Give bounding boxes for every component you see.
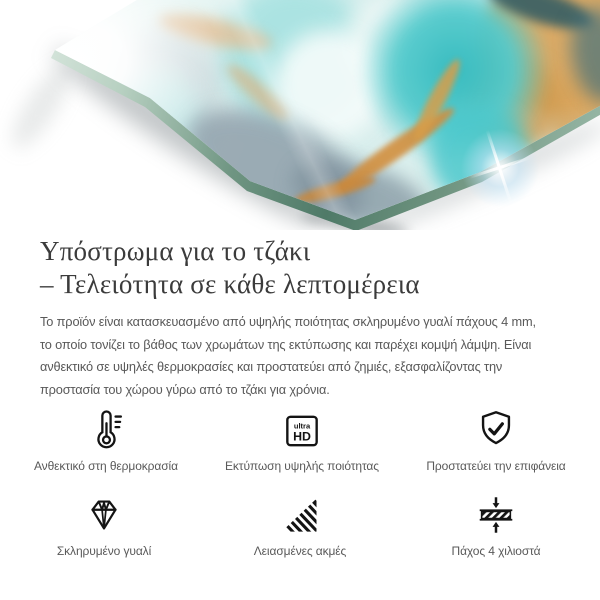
product-description: Το προϊόν είναι κατασκευασμένο από υψηλής ποιότητας σκληρυμένο γυαλί πάχους 4 mm, το οποίο τονίζει το βάθος των χρωμάτων της εκτύπωσης και παρέχει κομψή λάμψη. Είναι ανθεκτικό σε υψηλές θερμοκρασίες και προστατεύει από ζημιές, εξασφαλίζοντας την προστασία του χώρου γύρω από το τζάκι για χρόνια. bbox=[40, 314, 536, 397]
feature-thickness bbox=[426, 491, 566, 558]
feature-polished-edges bbox=[230, 491, 370, 558]
feature-tempered-glass bbox=[34, 491, 174, 558]
product-photo bbox=[0, 0, 600, 230]
thermometer-icon bbox=[83, 407, 129, 453]
feature-grid bbox=[34, 406, 566, 558]
diamond-icon bbox=[81, 492, 127, 538]
title-line-2: – Τελειότητα σε κάθε λεπτομέρεια bbox=[40, 269, 420, 299]
svg-text:ultra: ultra bbox=[293, 421, 311, 431]
glass-shadow bbox=[3, 59, 80, 155]
product-text-content bbox=[0, 235, 600, 558]
polished-edges-icon bbox=[278, 494, 322, 538]
shield-check-icon bbox=[473, 407, 519, 453]
feature-temperature-resistant bbox=[34, 406, 178, 473]
feature-print-quality bbox=[225, 406, 379, 473]
ultra-hd-icon bbox=[280, 409, 324, 453]
svg-text:HD: HD bbox=[293, 429, 311, 444]
feature-label: Λειασμένες ακμές bbox=[253, 544, 347, 558]
feature-label: Προστατεύει την επιφάνεια bbox=[426, 459, 566, 473]
title-line-1: Υπόστρωμα για το τζάκι bbox=[40, 236, 311, 266]
thickness-icon bbox=[473, 492, 519, 538]
feature-label: Πάχος 4 χιλιοστά bbox=[451, 544, 541, 558]
feature-label: Σκληρυμένο γυαλί bbox=[56, 544, 152, 558]
feature-row-1 bbox=[34, 406, 566, 473]
glass-artwork bbox=[0, 0, 600, 230]
page-title bbox=[40, 235, 560, 301]
feature-label: Εκτύπωση υψηλής ποιότητας bbox=[225, 459, 379, 473]
feature-row-2 bbox=[34, 491, 566, 558]
feature-label: Ανθεκτικό στη θερμοκρασία bbox=[34, 459, 178, 473]
feature-surface-protection bbox=[426, 406, 566, 473]
